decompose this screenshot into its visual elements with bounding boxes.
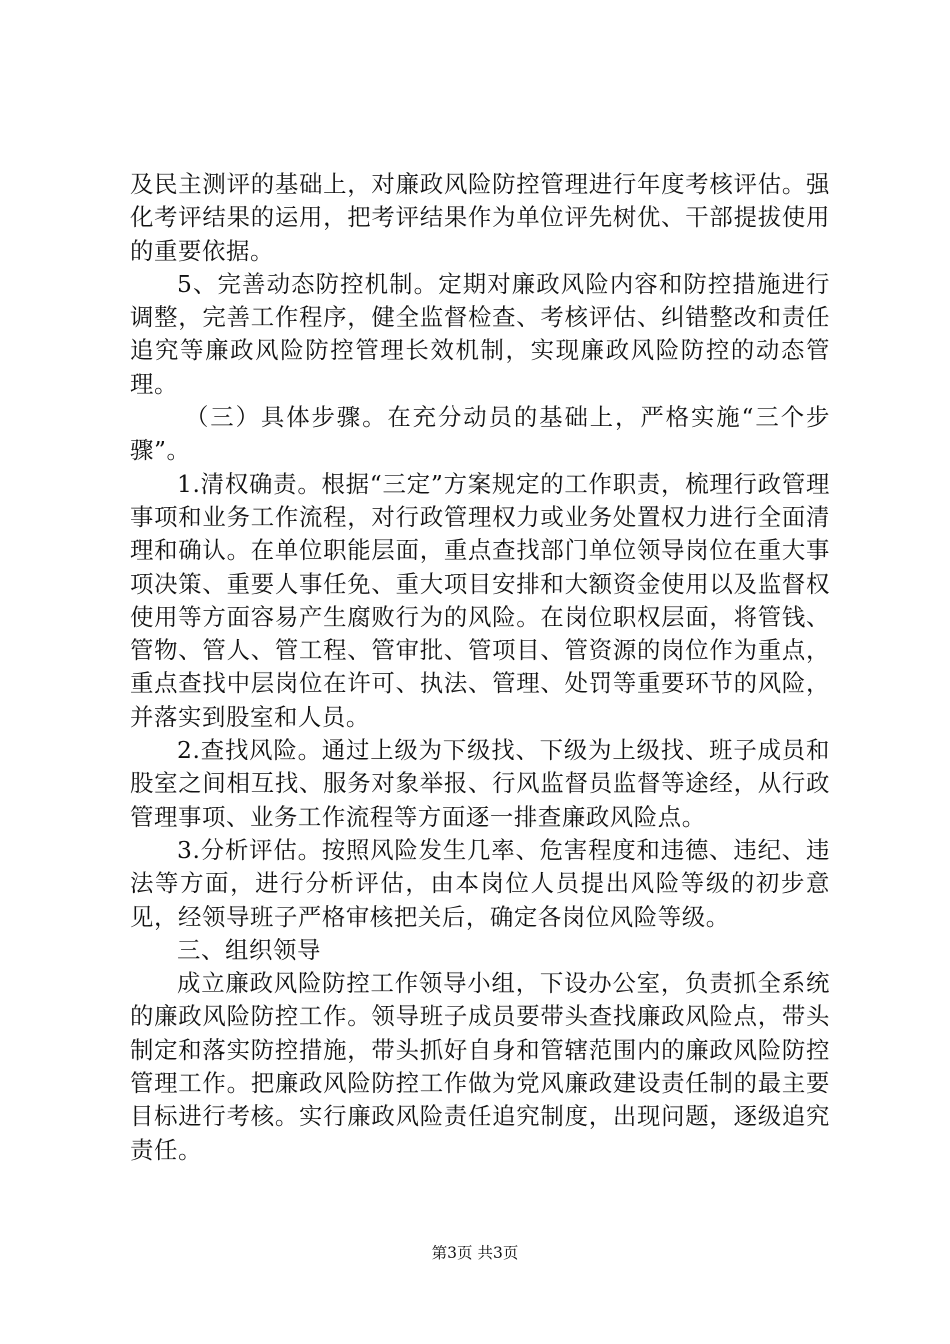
- page-footer: [0, 1243, 950, 1263]
- paragraph-step-3: 3.分析评估。按照风险发生几率、危害程度和违德、违纪、违法等方面，进行分析评估，由本岗位人员提出风险等级的初步意见，经领导班子严格审核把关后，确定各岗位风险等级。: [130, 835, 830, 931]
- paragraph-leadership: 成立廉政风险防控工作领导小组，下设办公室，负责抓全系统的廉政风险防控工作。领导班子成员要带头查找廉政风险点，带头制定和落实防控措施，带头抓好自身和管辖范围内的廉政风险防控管理工作。把廉政风险防控工作做为党风廉政建设责任制的最主要目标进行考核。实行廉政风险责任追究制度，出现问题，逐级追究责任。: [130, 969, 830, 1164]
- paragraph-step-1: 1.清权确责。根据“三定”方案规定的工作职责，梳理行政管理事项和业务工作流程，对行政管理权力或业务处置权力进行全面清理和确认。在单位职能层面，重点查找部门单位领导岗位在重大事项决策、重要人事任免、重大项目安排和大额资金使用以及监督权使用等方面容易产生腐败行为的风险。在岗位职权层面，将管钱、管物、管人、管工程、管审批、管项目、管资源的岗位作为重点，重点查找中层岗位在许可、执法、管理、处罚等重要环节的风险，并落实到股室和人员。: [130, 469, 830, 731]
- document-body: [130, 168, 830, 1167]
- paragraph-step-2: 2.查找风险。通过上级为下级找、下级为上级找、班子成员和股室之间相互找、服务对象举报、行风监督员监督等途经，从行政管理事项、业务工作流程等方面逐一排查廉政风险点。: [130, 736, 830, 831]
- section-heading-organization: 三、组织领导: [177, 935, 321, 964]
- paragraph-specific-steps: （三）具体步骤。在充分动员的基础上，严格实施“三个步骤”。: [130, 403, 830, 465]
- paragraph-dynamic-control: 5、完善动态防控机制。定期对廉政风险内容和防控措施进行调整，完善工作程序，健全监督检查、考核评估、纠错整改和责任追究等廉政风险防控管理长效机制，实现廉政风险防控的动态管理。: [130, 269, 830, 398]
- paragraph-evaluation-continued: 及民主测评的基础上，对廉政风险防控管理进行年度考核评估。强化考评结果的运用，把考评结果作为单位评先树优、干部提拔使用的重要依据。: [130, 170, 830, 265]
- page-number-label: 第3页 共3页: [431, 1244, 519, 1262]
